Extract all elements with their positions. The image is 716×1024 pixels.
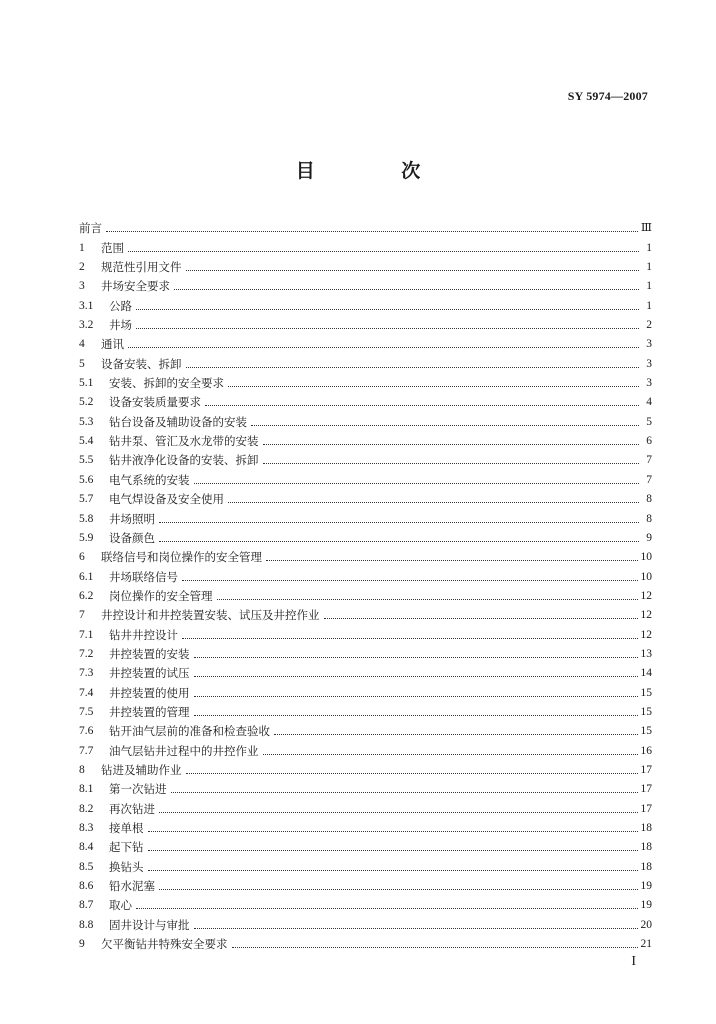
toc-entry-number: 2 [79,261,85,274]
toc-leader-dots [194,715,638,716]
toc-leader-dots [194,676,638,677]
toc-entry[interactable] [79,332,652,351]
toc-entry-page: 2 [646,319,652,332]
toc-entry-number: 9 [79,938,85,951]
toc-entry-number: 5.4 [79,435,94,448]
toc-leader-dots [128,251,639,252]
toc-entry-page: 17 [640,802,652,815]
toc-entry[interactable] [79,603,652,622]
toc-entry[interactable] [79,893,652,912]
toc-entry-number: 6 [79,551,85,564]
toc-entry-title: 设备安装质量要求 [109,395,201,410]
toc-leader-dots [171,792,638,793]
toc-entry-title: 井场联络信号 [109,569,178,584]
toc-entry-number: 7.5 [79,705,94,718]
toc-leader-dots [136,328,639,329]
toc-entry-number: 1 [79,241,85,254]
toc-entry-page: 21 [640,938,652,951]
toc-leader-dots [186,270,640,271]
toc-entry-title: 井场照明 [109,511,155,526]
toc-leader-dots [194,657,638,658]
toc-entry-page: 10 [640,570,652,583]
toc-entry-page: 18 [640,822,652,834]
toc-entry-page: 8 [646,493,652,506]
toc-leader-dots [182,638,638,639]
toc-entry-title: 电气系统的安装 [109,472,190,487]
toc-entry-title: 换钻头 [109,859,144,874]
toc-entry-page: 8 [646,512,652,525]
toc-entry-page: 3 [646,357,652,370]
toc-entry[interactable] [79,622,652,641]
toc-entry-page: Ⅲ [640,222,652,235]
toc-entry-page: 7 [646,454,652,467]
toc-entry[interactable] [79,448,652,467]
toc-entry-title: 井控装置的试压 [109,666,190,681]
toc-entry-page: 6 [646,435,652,448]
toc-entry-title: 联络信号和岗位操作的安全管理 [101,550,262,565]
toc-entry[interactable] [79,390,652,409]
toc-entry[interactable] [79,293,652,312]
toc-leader-dots [263,754,638,755]
toc-entry-page: 4 [646,396,652,409]
toc-entry-title: 起下钻 [109,840,144,855]
toc-entry-page: 15 [640,686,652,699]
toc-entry-title: 钻井液净化设备的安装、拆卸 [109,453,259,468]
toc-leader-dots [106,231,638,232]
toc-entry[interactable] [79,738,652,757]
toc-title: 目 次 [295,160,461,182]
toc-entry[interactable] [79,313,652,332]
toc-entry-title: 通讯 [101,337,124,352]
toc-list [79,216,652,951]
toc-leader-dots [194,696,638,697]
toc-entry-title: 电气焊设备及安全使用 [109,492,224,507]
toc-entry-title: 规范性引用文件 [101,260,182,275]
toc-entry[interactable] [79,274,652,293]
toc-entry-number: 5.5 [79,454,94,467]
toc-entry-number: 5.6 [79,473,94,486]
toc-leader-dots [263,463,640,464]
toc-leader-dots [148,870,638,871]
toc-entry[interactable] [79,874,652,893]
toc-leader-dots [136,309,639,310]
toc-leader-dots [148,850,638,851]
toc-entry-number: 5.2 [79,396,94,409]
toc-entry-title: 钻开油气层前的准备和检查验收 [109,724,270,739]
toc-entry-page: 14 [640,667,652,680]
toc-entry-title: 铅水泥塞 [109,879,155,894]
toc-leader-dots [159,522,639,523]
toc-leader-dots [136,908,638,909]
toc-entry-title: 设备颜色 [109,530,155,545]
toc-entry-page: 1 [646,241,652,254]
toc-entry-number: 7.4 [79,686,94,699]
toc-entry-title: 井控装置的安装 [109,646,190,661]
toc-leader-dots [274,734,638,735]
toc-entry-title: 再次钻进 [109,801,155,816]
toc-entry-number: 8.7 [79,899,94,912]
toc-leader-dots [186,773,638,774]
toc-entry-number: 8.6 [79,880,94,893]
toc-entry-number: 8.8 [79,918,94,931]
toc-entry-page: 15 [640,725,652,738]
toc-entry[interactable] [79,642,652,661]
toc-entry-title: 接单根 [109,821,144,835]
toc-leader-dots [266,560,638,561]
toc-entry[interactable] [79,216,652,235]
toc-entry[interactable] [79,487,652,506]
toc-leader-dots [194,483,640,484]
toc-entry-page: 12 [640,628,652,641]
toc-entry-page: 18 [640,841,652,854]
toc-entry-title: 井场安全要求 [101,279,170,294]
toc-entry-number: 4 [79,338,85,351]
toc-leader-dots [174,289,639,290]
toc-entry-title: 钻井泵、管汇及水龙带的安装 [109,434,259,449]
toc-entry[interactable] [79,932,652,951]
toc-leader-dots [263,444,640,445]
toc-entry-number: 5 [79,357,85,370]
toc-entry-title: 钻井井控设计 [109,627,178,642]
toc-entry[interactable] [79,835,652,854]
toc-entry-page: 1 [646,261,652,274]
toc-leader-dots [232,947,638,948]
toc-entry[interactable] [79,409,652,428]
toc-leader-dots [159,812,638,813]
toc-entry[interactable] [79,371,652,390]
toc-entry-page: 3 [646,338,652,351]
toc-entry-page: 19 [640,880,652,893]
toc-entry-title: 前言 [79,221,102,236]
toc-entry-number: 8.5 [79,860,94,873]
toc-entry-number: 7.3 [79,667,94,680]
toc-entry[interactable] [79,661,652,680]
toc-entry-number: 5.1 [79,377,94,390]
toc-entry[interactable] [79,584,652,603]
toc-entry-title: 井场 [109,318,132,333]
toc-entry-page: 1 [646,299,652,312]
toc-entry-number: 6.1 [79,570,94,583]
toc-entry[interactable] [79,467,652,486]
toc-entry-number: 3.1 [79,299,94,312]
toc-leader-dots [228,386,639,387]
toc-entry-number: 7.7 [79,744,94,757]
toc-entry-page: 13 [640,647,652,660]
toc-entry-title: 欠平衡钻井特殊安全要求 [101,937,228,952]
toc-entry-page: 17 [640,783,652,796]
toc-entry-number: 7 [79,609,85,622]
toc-entry-number: 8.4 [79,841,94,854]
toc-leader-dots [324,618,638,619]
toc-entry-page: 10 [640,551,652,564]
toc-entry-page: 18 [640,860,652,873]
toc-entry-page: 12 [640,609,652,622]
toc-entry[interactable] [79,700,652,719]
toc-entry-title: 井控设计和井控装置安装、试压及井控作业 [101,608,320,623]
toc-leader-dots [217,599,638,600]
toc-entry-number: 3 [79,280,85,293]
toc-entry-number: 7.2 [79,647,94,660]
toc-leader-dots [228,502,639,503]
toc-entry[interactable] [79,816,652,835]
toc-entry-page: 3 [646,377,652,390]
toc-entry[interactable] [79,545,652,564]
toc-entry-number: 8.2 [79,802,94,815]
toc-entry-title: 油气层钻井过程中的井控作业 [109,743,259,758]
toc-entry-page: 19 [640,899,652,912]
toc-leader-dots [148,831,638,832]
toc-entry-number: 7.6 [79,725,94,738]
toc-entry[interactable] [79,526,652,545]
toc-entry-title: 范围 [101,240,124,255]
toc-entry-page: 7 [646,473,652,486]
toc-entry-title: 公路 [109,298,132,313]
toc-leader-dots [205,405,639,406]
toc-entry-page: 16 [640,744,652,757]
toc-entry-title: 安装、拆卸的安全要求 [109,376,224,391]
toc-entry-number: 3.2 [79,319,94,332]
toc-entry[interactable] [79,777,652,796]
toc-leader-dots [182,580,638,581]
toc-entry-page: 1 [646,280,652,293]
toc-entry-title: 第一次钻进 [109,782,167,797]
toc-entry[interactable] [79,854,652,873]
toc-leader-dots [159,541,639,542]
toc-entry[interactable] [79,680,652,699]
toc-entry-page: 20 [640,918,652,931]
toc-entry-number: 5.9 [79,531,94,544]
toc-entry-title: 设备安装、拆卸 [101,356,182,371]
standard-code: SY 5974—2007 [567,89,648,103]
toc-entry[interactable] [79,564,652,583]
toc-entry-page: 12 [640,589,652,602]
toc-entry-page: 9 [646,531,652,544]
toc-entry-number: 7.1 [79,628,94,641]
toc-entry-number: 8.1 [79,783,94,796]
toc-entry-page: 15 [640,705,652,718]
toc-entry-page: 17 [640,763,652,776]
toc-entry[interactable] [79,351,652,370]
toc-entry-title: 井控装置的使用 [109,685,190,700]
toc-entry-title: 钻进及辅助作业 [101,762,182,777]
toc-entry-number: 8 [79,763,85,776]
toc-entry-title: 钻台设备及辅助设备的安装 [109,414,247,429]
toc-entry-number: 5.7 [79,493,94,506]
toc-entry[interactable] [79,719,652,738]
toc-entry[interactable] [79,235,652,254]
toc-entry[interactable] [79,429,652,448]
toc-leader-dots [128,347,639,348]
toc-entry[interactable] [79,255,652,274]
toc-entry-number: 5.8 [79,512,94,525]
toc-leader-dots [251,425,639,426]
toc-entry[interactable] [79,796,652,815]
toc-entry-title: 岗位操作的安全管理 [109,588,213,603]
toc-entry-number: 8.3 [79,822,94,834]
toc-leader-dots [159,889,638,890]
toc-leader-dots [194,928,638,929]
toc-leader-dots [186,367,640,368]
toc-entry-title: 取心 [109,898,132,913]
toc-entry[interactable] [79,506,652,525]
toc-entry-page: 5 [646,415,652,428]
toc-entry[interactable] [79,912,652,931]
toc-entry[interactable] [79,758,652,777]
toc-entry-title: 井控装置的管理 [109,704,190,719]
toc-entry-number: 6.2 [79,589,94,602]
toc-entry-number: 5.3 [79,415,94,428]
page-number: I [631,954,636,969]
toc-entry-title: 固井设计与审批 [109,917,190,932]
